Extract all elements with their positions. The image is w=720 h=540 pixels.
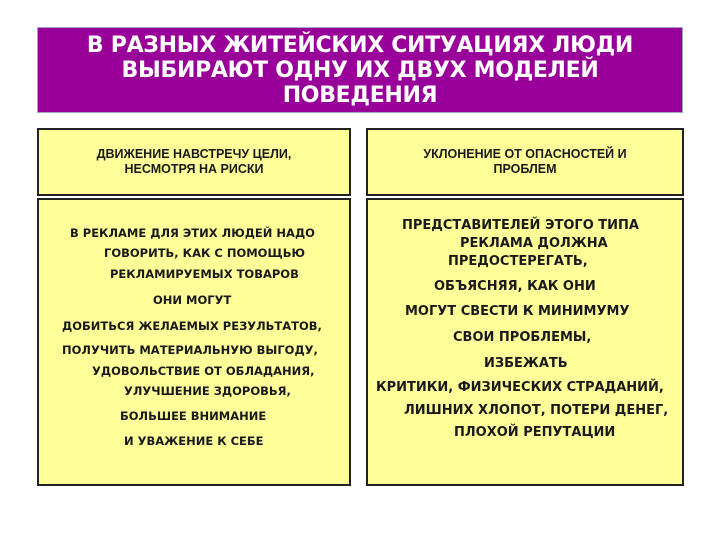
left-body-line: ПОЛУЧИТЬ МАТЕРИАЛЬНУЮ ВЫГОДУ, <box>62 343 318 357</box>
left-header-line: ДВИЖЕНИЕ НАВСТРЕЧУ ЦЕЛИ, <box>96 147 292 161</box>
title-line: ПОВЕДЕНИЯ <box>282 82 438 108</box>
left-body-line: УЛУЧШЕНИЕ ЗДОРОВЬЯ, <box>124 384 291 398</box>
right-header-line: ПРОБЛЕМ <box>493 162 557 176</box>
right-header-line: УКЛОНЕНИЕ ОТ ОПАСНОСТЕЙ И <box>423 147 627 161</box>
left-body-line: И УВАЖЕНИЕ К СЕБЕ <box>124 434 264 448</box>
left-body-line: ГОВОРИТЬ, КАК С ПОМОЩЬЮ <box>104 246 305 260</box>
left-body-line: БОЛЬШЕЕ ВНИМАНИЕ <box>120 409 267 423</box>
left-body-line: ДОБИТЬСЯ ЖЕЛАЕМЫХ РЕЗУЛЬТАТОВ, <box>62 319 322 333</box>
left-body-line: ОНИ МОГУТ <box>153 293 232 307</box>
left-body-line: РЕКЛАМИРУЕМЫХ ТОВАРОВ <box>110 267 299 281</box>
right-column-header <box>366 128 684 196</box>
left-column-body <box>37 198 351 486</box>
right-column-body <box>366 198 684 486</box>
right-body-line: РЕКЛАМА ДОЛЖНА <box>460 236 608 251</box>
right-body-line: ЛИШНИХ ХЛОПОТ, ПОТЕРИ ДЕНЕГ, <box>404 403 669 418</box>
right-body-line: ПРЕДСТАВИТЕЛЕЙ ЭТОГО ТИПА <box>402 218 639 233</box>
right-body-line: ПЛОХОЙ РЕПУТАЦИИ <box>454 425 616 440</box>
right-body-line: СВОИ ПРОБЛЕМЫ, <box>453 330 592 345</box>
left-header-line: НЕСМОТРЯ НА РИСКИ <box>124 162 264 176</box>
left-body-line: В РЕКЛАМЕ ДЛЯ ЭТИХ ЛЮДЕЙ НАДО <box>70 226 315 240</box>
left-body-line: УДОВОЛЬСТВИЕ ОТ ОБЛАДАНИЯ, <box>92 364 315 378</box>
title-line: ВЫБИРАЮТ ОДНУ ИХ ДВУХ МОДЕЛЕЙ <box>121 57 599 83</box>
title-banner <box>37 27 683 113</box>
title-line: В РАЗНЫХ ЖИТЕЙСКИХ СИТУАЦИЯХ ЛЮДИ <box>86 32 634 58</box>
right-body-line: ПРЕДОСТЕРЕГАТЬ, <box>448 254 588 269</box>
right-body-line: ОБЪЯСНЯЯ, КАК ОНИ <box>434 279 596 294</box>
right-body-line: МОГУТ СВЕСТИ К МИНИМУМУ <box>405 304 630 319</box>
right-body-line: ИЗБЕЖАТЬ <box>484 356 568 371</box>
left-column-header <box>37 128 351 196</box>
right-body-line: КРИТИКИ, ФИЗИЧЕСКИХ СТРАДАНИЙ, <box>376 380 664 395</box>
